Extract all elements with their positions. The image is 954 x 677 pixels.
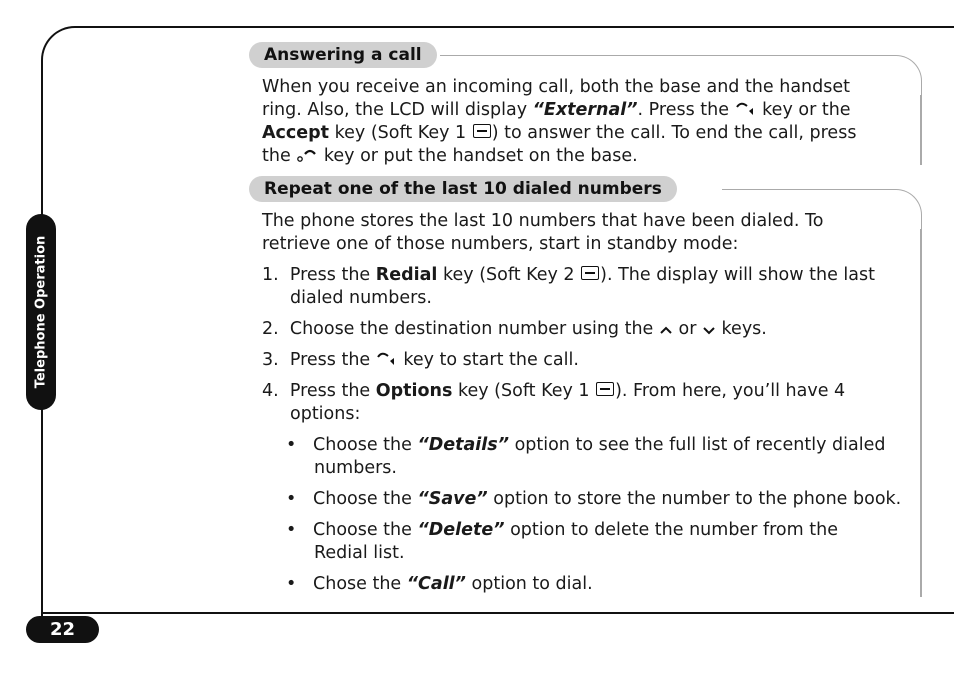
side-tab-label: Telephone Operation <box>33 235 49 389</box>
page-number: 22 <box>26 616 99 643</box>
step-4: 4. Press the Options key (Soft Key 1 ). From here, you’ll have 4 <box>262 381 846 401</box>
option-delete: • Choose the “Delete” option to delete the number from the <box>286 520 838 540</box>
option-call: • Chose the “Call” option to dial. <box>286 574 593 594</box>
soft-key-1-icon <box>596 382 614 396</box>
up-arrow-icon <box>659 325 673 335</box>
option-save: • Choose the “Save” option to store the number to the phone book. <box>286 489 902 509</box>
step-2: 2. Choose the destination number using the or keys. <box>262 319 767 339</box>
section2-intro-line1: The phone stores the last 10 numbers that have been dialed. To <box>262 211 824 231</box>
option-delete-cont: Redial list. <box>314 543 405 563</box>
section1-rule-v <box>920 95 922 165</box>
talk-key-icon <box>376 352 398 366</box>
soft-key-2-icon <box>581 266 599 280</box>
step-4-cont: options: <box>290 404 361 424</box>
section2-heading: Repeat one of the last 10 dialed numbers <box>249 176 677 202</box>
section2-rule-v <box>920 229 922 597</box>
side-tab <box>26 214 56 410</box>
section1-line4: the key or put the handset on the base. <box>262 146 638 166</box>
bottom-rule <box>41 612 954 614</box>
option-details-cont: numbers. <box>314 458 397 478</box>
section1-line1: When you receive an incoming call, both the base and the handset <box>262 77 850 97</box>
section1-line2: ring. Also, the LCD will display “External”. Press the key or the <box>262 100 851 120</box>
soft-key-1-icon <box>473 124 491 138</box>
talk-key-icon <box>735 102 757 116</box>
down-arrow-icon <box>702 325 716 335</box>
step-1-cont: dialed numbers. <box>290 288 432 308</box>
step-1: 1. Press the Redial key (Soft Key 2 ). The display will show the last <box>262 265 875 285</box>
option-details: • Choose the “Details” option to see the full list of recently dialed <box>286 435 886 455</box>
section1-line3: Accept key (Soft Key 1 ) to answer the call. To end the call, press <box>262 123 857 143</box>
section2-intro-line2: retrieve one of those numbers, start in standby mode: <box>262 234 739 254</box>
section1-heading: Answering a call <box>249 42 437 68</box>
step-3: 3. Press the key to start the call. <box>262 350 579 370</box>
end-key-icon <box>296 148 318 162</box>
